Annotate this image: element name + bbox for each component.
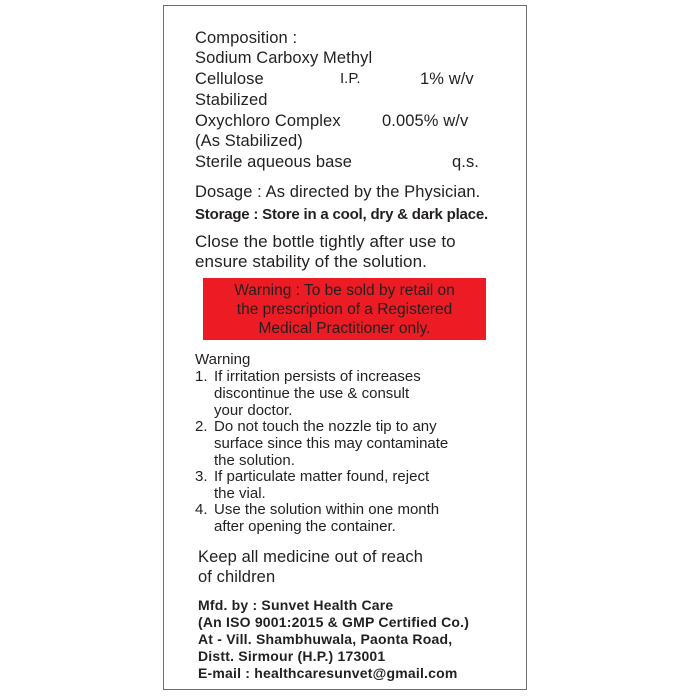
composition-qty-base: q.s. bbox=[452, 153, 479, 171]
manufacturer-address-line-1: At - Vill. Shambhuwala, Paonta Road, bbox=[198, 631, 453, 647]
composition-qty-cellulose: 1% w/v bbox=[420, 70, 474, 88]
close-bottle-line-1: Close the bottle tightly after use to bbox=[195, 232, 456, 251]
manufacturer-certification: (An ISO 9001:2015 & GMP Certified Co.) bbox=[198, 614, 470, 630]
warning-item-3-line-2: the vial. bbox=[214, 485, 266, 502]
warnings-heading: Warning bbox=[195, 351, 251, 368]
warning-item-1-line-3: your doctor. bbox=[214, 402, 293, 419]
warning-item-3-number: 3. bbox=[195, 468, 208, 485]
warning-item-4-line-1: Use the solution within one month bbox=[214, 501, 440, 518]
dosage-text: Dosage : As directed by the Physician. bbox=[195, 183, 481, 201]
keep-away-line-2: of children bbox=[198, 568, 276, 586]
composition-line-as-stabilized: (As Stabilized) bbox=[195, 132, 303, 150]
composition-line-stabilized: Stabilized bbox=[195, 91, 268, 109]
composition-qty-oxychloro: 0.005% w/v bbox=[382, 112, 469, 130]
warning-item-4-number: 4. bbox=[195, 501, 208, 518]
manufacturer-address-line-2: Distt. Sirmour (H.P.) 173001 bbox=[198, 648, 386, 664]
warning-item-2-number: 2. bbox=[195, 418, 208, 435]
warning-item-1-line-2: discontinue the use & consult bbox=[214, 385, 410, 402]
warning-item-3-line-1: If particulate matter found, reject bbox=[214, 468, 430, 485]
retail-warning-box bbox=[203, 278, 486, 340]
warning-item-1-line-1: If irritation persists of increases bbox=[214, 368, 421, 385]
retail-warning-line-1: Warning : To be sold by retail on bbox=[234, 282, 455, 299]
composition-standard-ip: I.P. bbox=[340, 70, 361, 87]
warning-item-4-line-2: after opening the container. bbox=[214, 518, 396, 535]
keep-away-line-1: Keep all medicine out of reach bbox=[198, 548, 423, 566]
warning-item-1-number: 1. bbox=[195, 368, 208, 385]
warning-item-2-line-2: surface since this may contaminate bbox=[214, 435, 449, 452]
composition-ingredient-oxychloro: Oxychloro Complex bbox=[195, 112, 341, 130]
composition-ingredient-base: Sterile aqueous base bbox=[195, 153, 353, 171]
storage-text: Storage : Store in a cool, dry & dark place. bbox=[195, 206, 488, 223]
manufacturer-email: E-mail : healthcaresunvet@gmail.com bbox=[198, 665, 458, 681]
warning-item-2-line-3: the solution. bbox=[214, 452, 295, 469]
composition-heading: Composition : bbox=[195, 29, 298, 47]
manufacturer-name: Mfd. by : Sunvet Health Care bbox=[198, 597, 394, 613]
retail-warning-line-3: Medical Practitioner only. bbox=[258, 320, 431, 337]
warning-item-2-line-1: Do not touch the nozzle tip to any bbox=[214, 418, 437, 435]
close-bottle-line-2: ensure stability of the solution. bbox=[195, 252, 427, 271]
composition-line-1: Sodium Carboxy Methyl bbox=[195, 49, 373, 67]
composition-ingredient-cellulose: Cellulose bbox=[195, 70, 264, 88]
retail-warning-line-2: the prescription of a Registered bbox=[236, 301, 453, 318]
